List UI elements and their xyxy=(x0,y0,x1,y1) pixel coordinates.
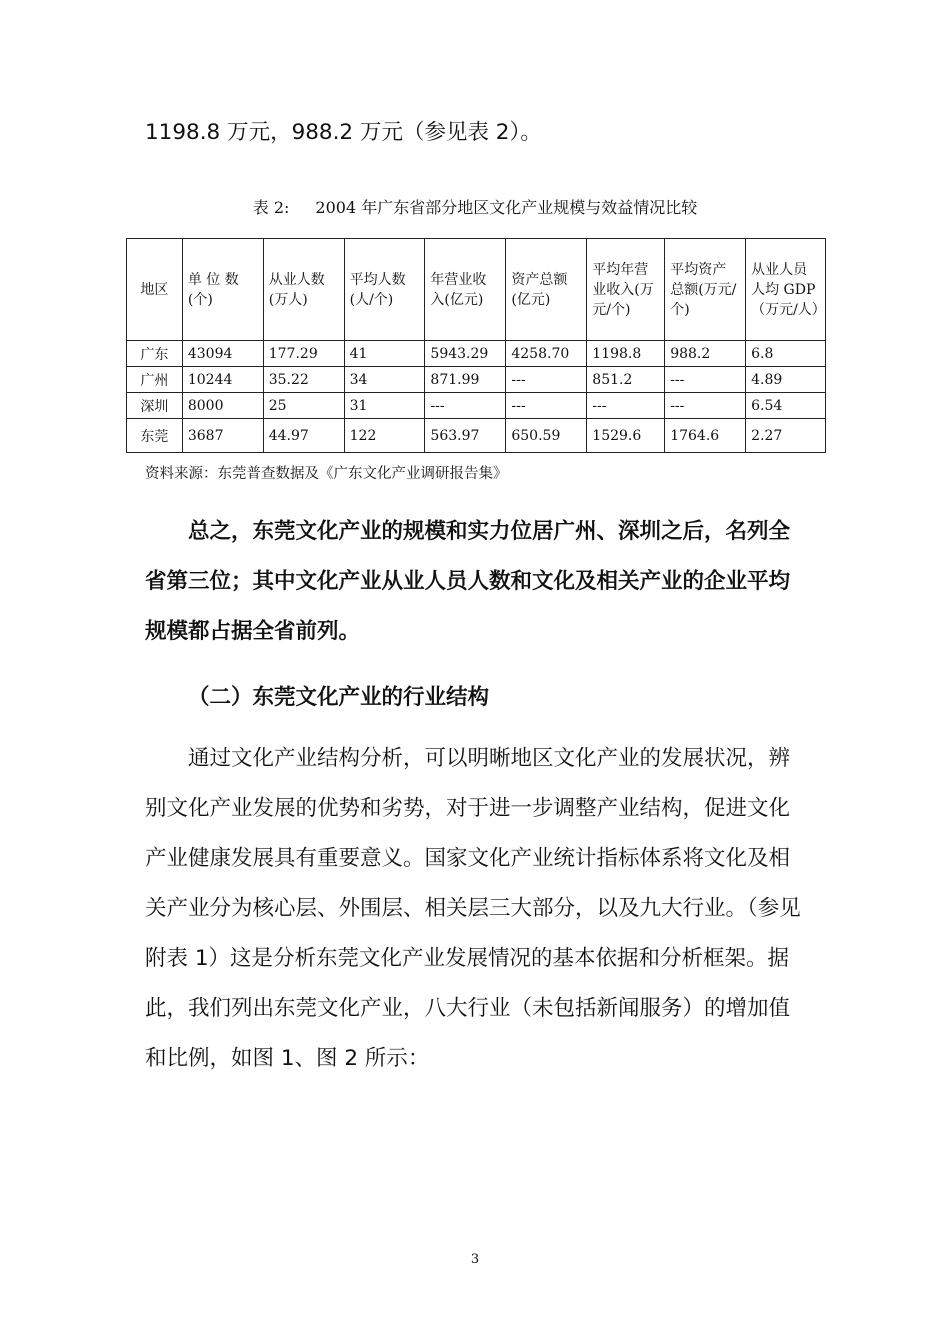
table-cell: 988.2 xyxy=(665,341,746,367)
table-header-cell: 资产总额(亿元) xyxy=(506,239,587,341)
table-cell: --- xyxy=(665,367,746,393)
source-note: 资料来源：东莞普查数据及《广东文化产业调研报告集》 xyxy=(145,466,508,482)
table-row xyxy=(127,419,826,453)
table-cell: 43094 xyxy=(182,341,263,367)
table-cell: 5943.29 xyxy=(425,341,506,367)
table-cell: 深圳 xyxy=(127,393,183,419)
table-cell: 44.97 xyxy=(263,419,344,453)
table-cell: 34 xyxy=(344,367,425,393)
table-caption-label: 表 2: xyxy=(252,198,290,217)
table-row xyxy=(127,393,826,419)
body-paragraph: 通过文化产业结构分析，可以明晰地区文化产业的发展状况，辨别文化产业发展的优势和劣势，对于进一步调整产业结构，促进文化产业健康发展具有重要意义。国家文化产业统计指标体系将文化及相关产业分为核心层、外围层、相关层三大部分，以及九大行业。（参见附表 1）这是分析东莞文化产业发展情况的基本依据和分析框架。据此，我们列出东莞文化产业，八大行业（未包括新闻服务）的增加值和比例，如图 1、图 2 所示： xyxy=(145,746,801,1071)
table-cell: 3687 xyxy=(182,419,263,453)
table-cell: 122 xyxy=(344,419,425,453)
table-caption-title: 2004 年广东省部分地区文化产业规模与效益情况比较 xyxy=(315,198,698,217)
table-cell: 650.59 xyxy=(506,419,587,453)
table-cell: 4.89 xyxy=(746,367,826,393)
intro-line: 1198.8 万元，988.2 万元（参见表 2）。 xyxy=(145,120,542,145)
table-cell: 1764.6 xyxy=(665,419,746,453)
table-cell: 871.99 xyxy=(425,367,506,393)
table-cell: 563.97 xyxy=(425,419,506,453)
table-cell: 1198.8 xyxy=(587,341,665,367)
table-cell: 8000 xyxy=(182,393,263,419)
table-header-cell: 从业人数(万人) xyxy=(263,239,344,341)
table-cell: --- xyxy=(425,393,506,419)
table-cell: 广东 xyxy=(127,341,183,367)
table-cell: 41 xyxy=(344,341,425,367)
table-cell: 31 xyxy=(344,393,425,419)
table-header-cell: 平均人数(人/个) xyxy=(344,239,425,341)
data-table xyxy=(126,238,826,453)
section-heading: （二）东莞文化产业的行业结构 xyxy=(188,685,490,710)
table-cell: --- xyxy=(665,393,746,419)
table-header-cell: 平均资产总额(万元/个) xyxy=(665,239,746,341)
table-header-row xyxy=(127,239,826,341)
table-cell: 35.22 xyxy=(263,367,344,393)
table-cell: 2.27 xyxy=(746,419,826,453)
table-header-cell: 从业人员人均 GDP（万元/人） xyxy=(746,239,826,341)
table-cell: 25 xyxy=(263,393,344,419)
table-row xyxy=(127,341,826,367)
table-cell: 10244 xyxy=(182,367,263,393)
table-cell: 广州 xyxy=(127,367,183,393)
table-cell: --- xyxy=(506,367,587,393)
table-cell: 6.54 xyxy=(746,393,826,419)
table-header-cell: 年营业收入(亿元) xyxy=(425,239,506,341)
table-row xyxy=(127,367,826,393)
table-header-cell: 平均年营业收入(万元/个) xyxy=(587,239,665,341)
table-cell: 1529.6 xyxy=(587,419,665,453)
table-header-cell: 地区 xyxy=(127,239,183,341)
summary-paragraph: 总之，东莞文化产业的规模和实力位居广州、深圳之后，名列全省第三位；其中文化产业从业人员人数和文化及相关产业的企业平均规模都占据全省前列。 xyxy=(145,519,791,644)
table-cell: 4258.70 xyxy=(506,341,587,367)
page-number: 3 xyxy=(470,1252,480,1267)
table-cell: --- xyxy=(506,393,587,419)
table-cell: --- xyxy=(587,393,665,419)
table-cell: 851.2 xyxy=(587,367,665,393)
table-cell: 177.29 xyxy=(263,341,344,367)
table-header-cell: 单 位 数(个) xyxy=(182,239,263,341)
table-caption xyxy=(0,195,950,218)
table-cell: 东莞 xyxy=(127,419,183,453)
table-cell: 6.8 xyxy=(746,341,826,367)
